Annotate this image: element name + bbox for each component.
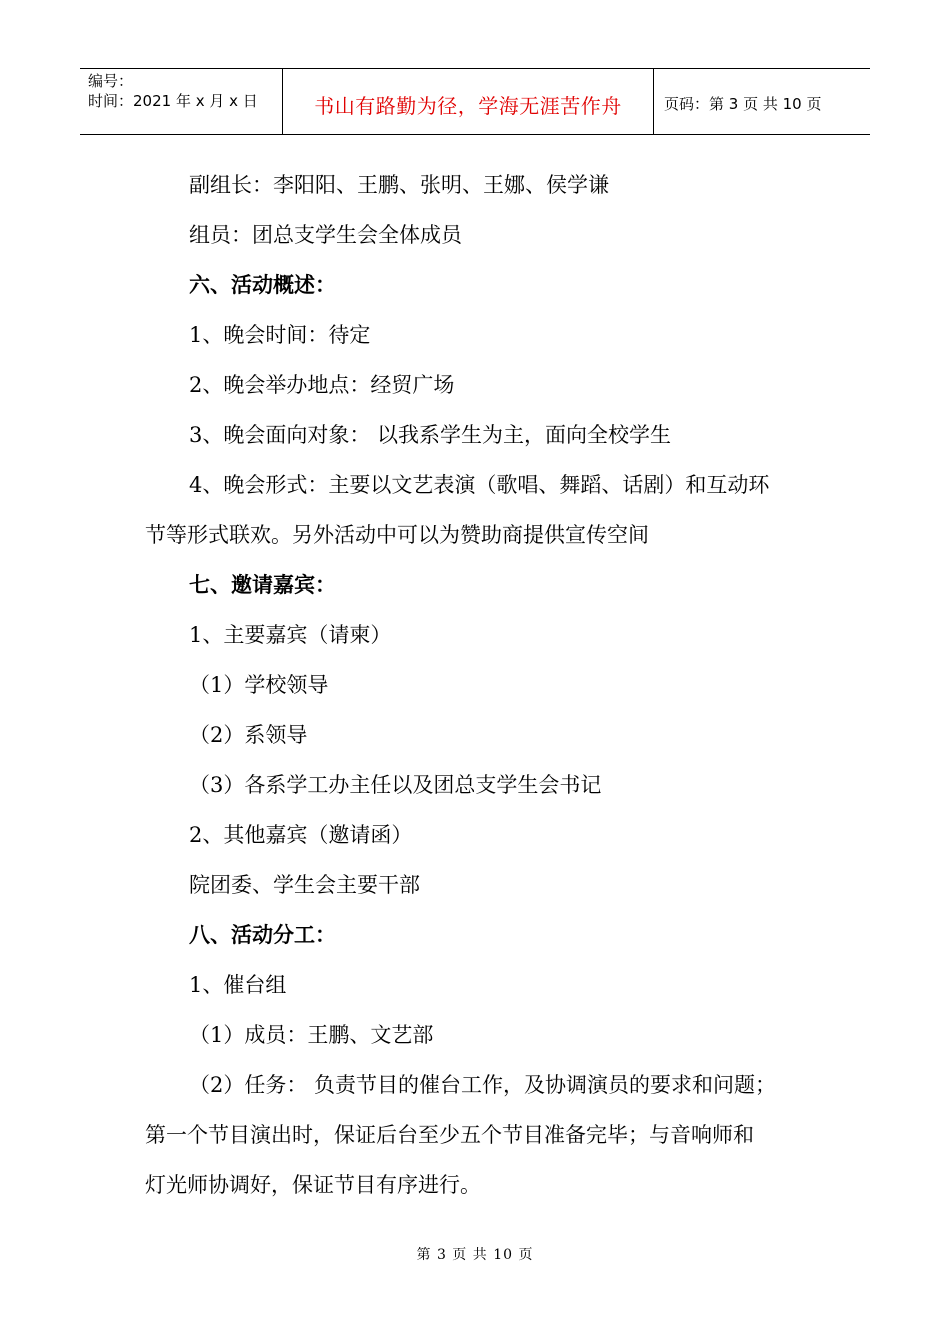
document-date-label: 时间：2021 年 x 月 x 日 xyxy=(88,92,258,110)
paragraph-line: 节等形式联欢。另外活动中可以为赞助商提供宣传空间 xyxy=(145,523,649,547)
paragraph-line: （2）系领导 xyxy=(189,723,308,747)
paragraph-line: 组员：团总支学生会全体成员 xyxy=(189,223,462,247)
header-page-info: 页码：第 3 页 共 10 页 xyxy=(664,95,822,113)
paragraph-line: 3、晚会面向对象： 以我系学生为主，面向全校学生 xyxy=(189,423,672,447)
header-motto: 书山有路勤为径，学海无涯苦作舟 xyxy=(282,69,654,134)
page-footer: 第 3 页 共 10 页 xyxy=(416,1247,534,1263)
document-body xyxy=(145,160,835,1210)
paragraph-line: 1、催台组 xyxy=(189,973,287,997)
paragraph-line: （3）各系学工办主任以及团总支学生会书记 xyxy=(189,773,602,797)
section-heading: 七、邀请嘉宾： xyxy=(189,573,336,597)
paragraph-line: （1）成员：王鹏、文艺部 xyxy=(189,1023,434,1047)
paragraph-line: 第一个节目演出时，保证后台至少五个节目准备完毕；与音响师和 xyxy=(145,1123,754,1147)
section-heading: 六、活动概述： xyxy=(189,273,336,297)
paragraph-line: 4、晚会形式：主要以文艺表演（歌唱、舞蹈、话剧）和互动环 xyxy=(189,473,770,497)
paragraph-line: （2）任务： 负责节目的催台工作，及协调演员的要求和问题； xyxy=(189,1073,777,1097)
paragraph-line: 灯光师协调好，保证节目有序进行。 xyxy=(145,1173,481,1197)
paragraph-line: 副组长：李阳阳、王鹏、张明、王娜、侯学谦 xyxy=(189,173,609,197)
document-number-label: 编号： xyxy=(88,72,134,90)
paragraph-line: 院团委、学生会主要干部 xyxy=(189,873,420,897)
page-header xyxy=(80,68,870,135)
header-meta xyxy=(80,69,282,134)
paragraph-line: 2、晚会举办地点：经贸广场 xyxy=(189,373,455,397)
paragraph-line: 2、其他嘉宾（邀请函） xyxy=(189,823,413,847)
paragraph-line: （1）学校领导 xyxy=(189,673,329,697)
paragraph-line: 1、主要嘉宾（请柬） xyxy=(189,623,392,647)
section-heading: 八、活动分工： xyxy=(189,923,336,947)
paragraph-line: 1、晚会时间：待定 xyxy=(189,323,371,347)
